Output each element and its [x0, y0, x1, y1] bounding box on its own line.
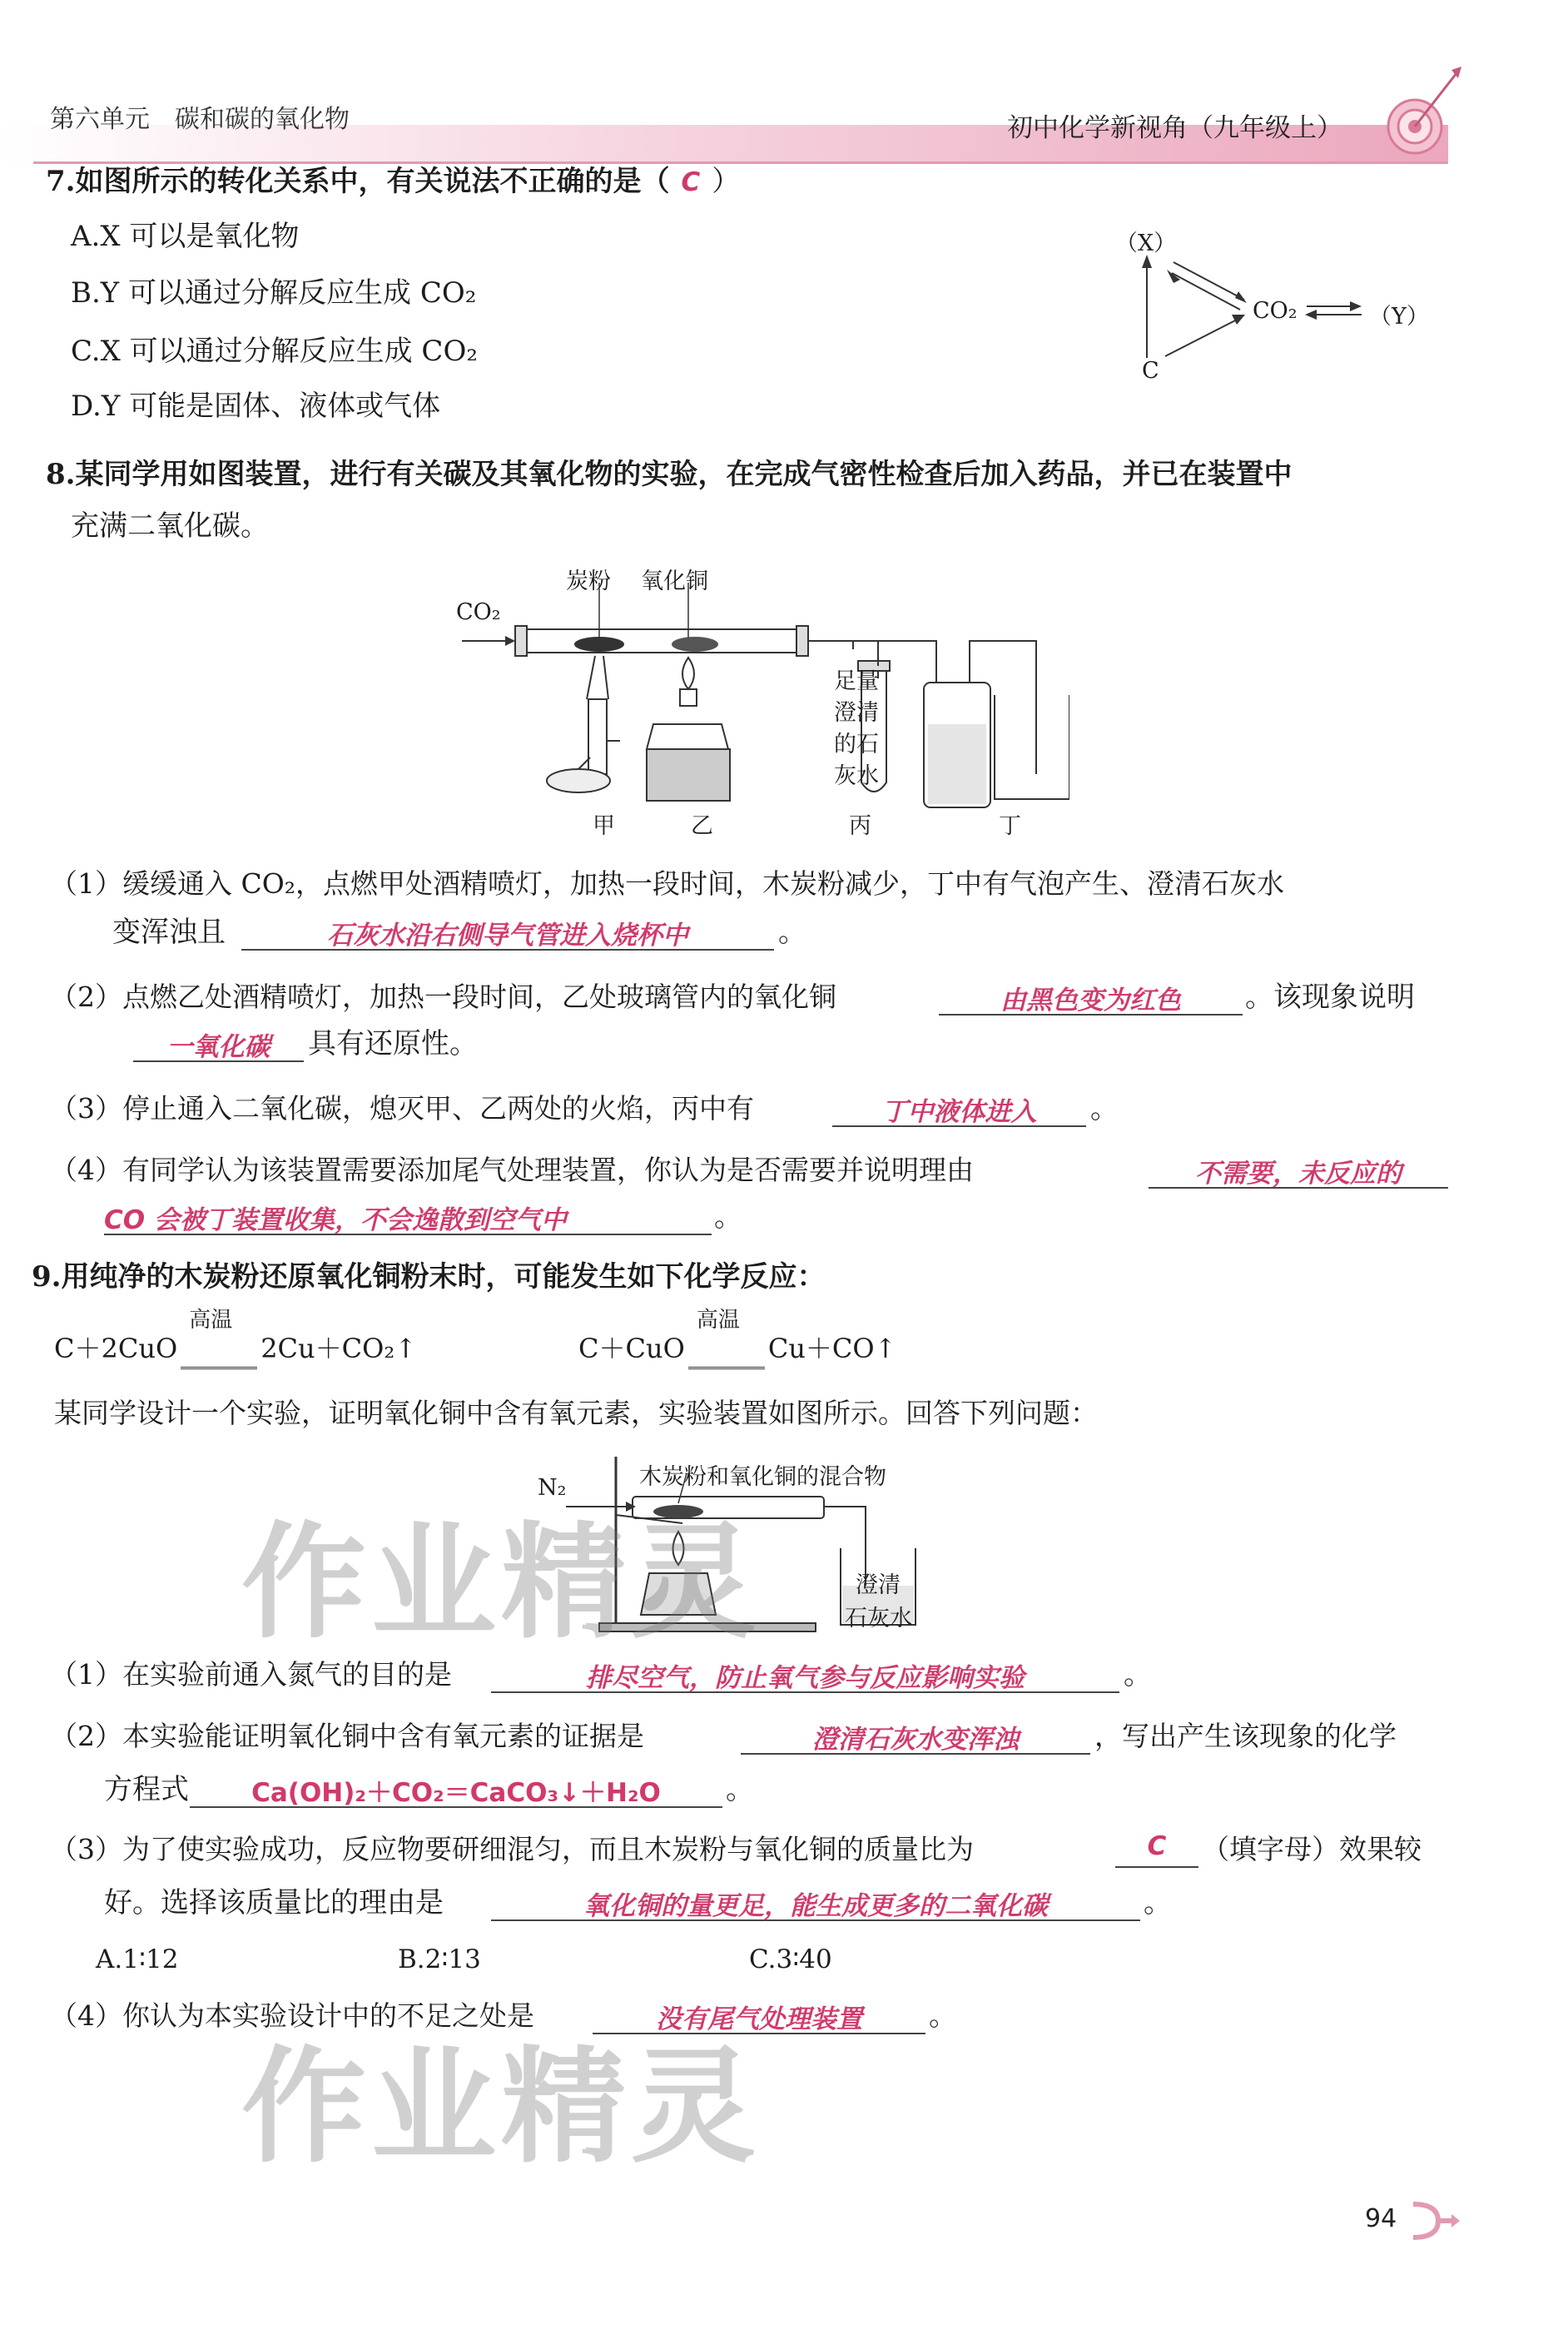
- q8-co2-label: CO₂: [456, 599, 501, 625]
- q8-part2-answer2: 一氧化碳: [166, 1032, 270, 1062]
- q9-part3-pre: （3）为了使实验成功，反应物要研细混匀，而且木炭粉与氧化铜的质量比为: [50, 1833, 974, 1865]
- q9-n2-label: N₂: [538, 1475, 567, 1501]
- q7-answer: C: [681, 167, 701, 197]
- q8-copper-oxide-label: 氧化铜: [641, 569, 708, 594]
- q9-equation-2: C＋CuO 高温 Cu＋CO↑: [578, 1330, 896, 1369]
- q7-diagram-co2: CO₂: [1253, 298, 1298, 324]
- q9-part3-end: 。: [1144, 1886, 1172, 1919]
- q9-part4-pre: （4）你认为本实验设计中的不足之处是: [50, 1999, 534, 2032]
- page-number: 94: [1365, 2204, 1397, 2233]
- q9-part3-answer2: 氧化铜的量更足，能生成更多的二氧化碳: [583, 1891, 1048, 1921]
- q8-label-jia: 甲: [593, 813, 615, 839]
- q9-part2-answer-blank: [741, 1718, 1090, 1755]
- q9-part1-end: 。: [1124, 1658, 1152, 1691]
- q7-stem: 7.如图所示的转化关系中，有关说法不正确的是（ C ）: [46, 165, 741, 198]
- q9-option-b: B.2∶13: [398, 1944, 481, 1974]
- q8-stem-1: 8.某同学用如图装置，进行有关碳及其氧化物的实验，在完成气密性检查后加入药品，并已在装置中: [46, 458, 1293, 491]
- q7-option-d: D.Y 可能是固体、液体或气体: [71, 390, 441, 423]
- q8-apparatus-figure: [454, 558, 1069, 816]
- q9-part4-answer: 没有尾气处理装置: [656, 2004, 862, 2034]
- q9-part3-answer: C: [1147, 1831, 1167, 1861]
- q8-part1-answer: 石灰水沿右侧导气管进入烧杯中: [327, 921, 688, 951]
- q9-stem: 9.用纯净的木炭粉还原氧化铜粉末时，可能发生如下化学反应：: [32, 1260, 826, 1294]
- q8-part2-answer: 由黑色变为红色: [1000, 986, 1181, 1016]
- q8-part3-pre: （3）停止通入二氧化碳，熄灭甲、乙两处的火焰，丙中有: [50, 1092, 754, 1125]
- q9-part4-end: 。: [929, 1999, 957, 2033]
- q9-equation-1: C＋2CuO 高温 2Cu＋CO₂↑: [54, 1330, 417, 1369]
- q7-option-a: A.X 可以是氧化物: [71, 220, 300, 253]
- q8-part3-answer: 丁中液体进入: [881, 1097, 1037, 1127]
- q7-diagram-x: （X）: [1115, 231, 1177, 256]
- q8-part2-mid: 。该现象说明: [1245, 981, 1415, 1014]
- q9-part2-mid: ，写出产生该现象的化学: [1094, 1720, 1397, 1752]
- q9-part2-line2-pre: 方程式: [104, 1773, 189, 1806]
- q8-part4-answer1: 不需要，未反应的: [1195, 1159, 1402, 1189]
- q9-part1-answer: 排尽空气，防止氧气参与反应影响实验: [586, 1663, 1025, 1693]
- q9-part1-answer-blank: [491, 1656, 1119, 1693]
- q8-label-yi: 乙: [691, 813, 713, 839]
- q8-part1-line2: 变浑浊且: [112, 916, 226, 949]
- q8-part1-end: 。: [778, 916, 806, 949]
- q8-part4-answer2-blank: [104, 1199, 712, 1235]
- q9-part1-pre: （1）在实验前通入氮气的目的是: [50, 1658, 452, 1691]
- q7-diagram-y: （Y）: [1369, 304, 1429, 330]
- q8-label-bing: 丙: [849, 813, 871, 839]
- q8-part2-end: 具有还原性。: [308, 1027, 478, 1060]
- q9-limewater-label-1: 澄清: [856, 1572, 901, 1598]
- q8-part1-answer-blank: [241, 914, 774, 951]
- page-arrow-icon: [1405, 2196, 1463, 2246]
- q7-option-c: C.X 可以通过分解反应生成 CO₂: [71, 335, 478, 368]
- q8-part2-pre: （2）点燃乙处酒精喷灯，加热一段时间，乙处玻璃管内的氧化铜: [50, 981, 836, 1013]
- q8-label-ding: 丁: [999, 813, 1021, 839]
- q7-diagram-c: C: [1142, 358, 1159, 384]
- q7-option-b: B.Y 可以通过分解反应生成 CO₂: [71, 276, 477, 310]
- q9-part2-end: 。: [726, 1773, 754, 1806]
- q9-option-a: A.1∶12: [96, 1944, 179, 1974]
- q8-part1-line1: （1）缓缓通入 CO₂，点燃甲处酒精喷灯，加热一段时间，木炭粉减少，丁中有气泡产生、澄清石灰水: [50, 867, 1285, 900]
- q9-limewater-label-2: 石灰水: [845, 1606, 912, 1631]
- q9-option-c: C.3∶40: [749, 1944, 832, 1974]
- q8-stem-2: 充满二氧化碳。: [71, 509, 269, 543]
- q9-part3-answer-blank: [1115, 1831, 1198, 1868]
- book-title: 初中化学新视角（九年级上）: [1007, 113, 1342, 143]
- q8-carbon-powder-label: 炭粉: [566, 569, 611, 594]
- q8-part3-end: 。: [1090, 1092, 1119, 1125]
- watermark-lower: 作业精灵: [241, 2035, 762, 2180]
- q8-limewater-label: 足量澄清的石灰水: [834, 668, 879, 789]
- q9-part2-answer: 澄清石灰水变浑浊: [812, 1725, 1019, 1755]
- q8-part2-answer2-blank: [133, 1025, 304, 1062]
- q9-mixture-label: 木炭粉和氧化铜的混合物: [639, 1464, 886, 1490]
- q9-part2-pre: （2）本实验能证明氧化铜中含有氧元素的证据是: [50, 1720, 644, 1752]
- q9-intro: 某同学设计一个实验，证明氧化铜中含有氧元素，实验装置如图所示。回答下列问题：: [54, 1397, 1098, 1429]
- q9-part2-answer2-blank: [190, 1771, 722, 1808]
- q8-part4-pre: （4）有同学认为该装置需要添加尾气处理装置，你认为是否需要并说明理由: [50, 1154, 974, 1186]
- q9-part3-line2-pre: 好。选择该质量比的理由是: [104, 1886, 444, 1919]
- q9-part3-mid: （填字母）效果较: [1202, 1833, 1422, 1865]
- q8-part4-answer1-blank: [1149, 1152, 1448, 1189]
- q8-part4-answer2: CO 会被丁装置收集，不会逸散到空气中: [104, 1205, 567, 1235]
- q9-part3-answer2-blank: [491, 1885, 1140, 1921]
- target-logo-icon: [1365, 58, 1465, 158]
- unit-title: 第六单元 碳和碳的氧化物: [50, 105, 350, 134]
- watermark-upper: 作业精灵: [241, 1511, 762, 1656]
- q8-part4-end: 。: [714, 1200, 742, 1234]
- q8-part2-answer-blank: [939, 979, 1243, 1016]
- q8-part3-answer-blank: [832, 1090, 1086, 1127]
- q9-part2-answer2: Ca(OH)₂＋CO₂＝CaCO₃↓＋H₂O: [251, 1778, 661, 1808]
